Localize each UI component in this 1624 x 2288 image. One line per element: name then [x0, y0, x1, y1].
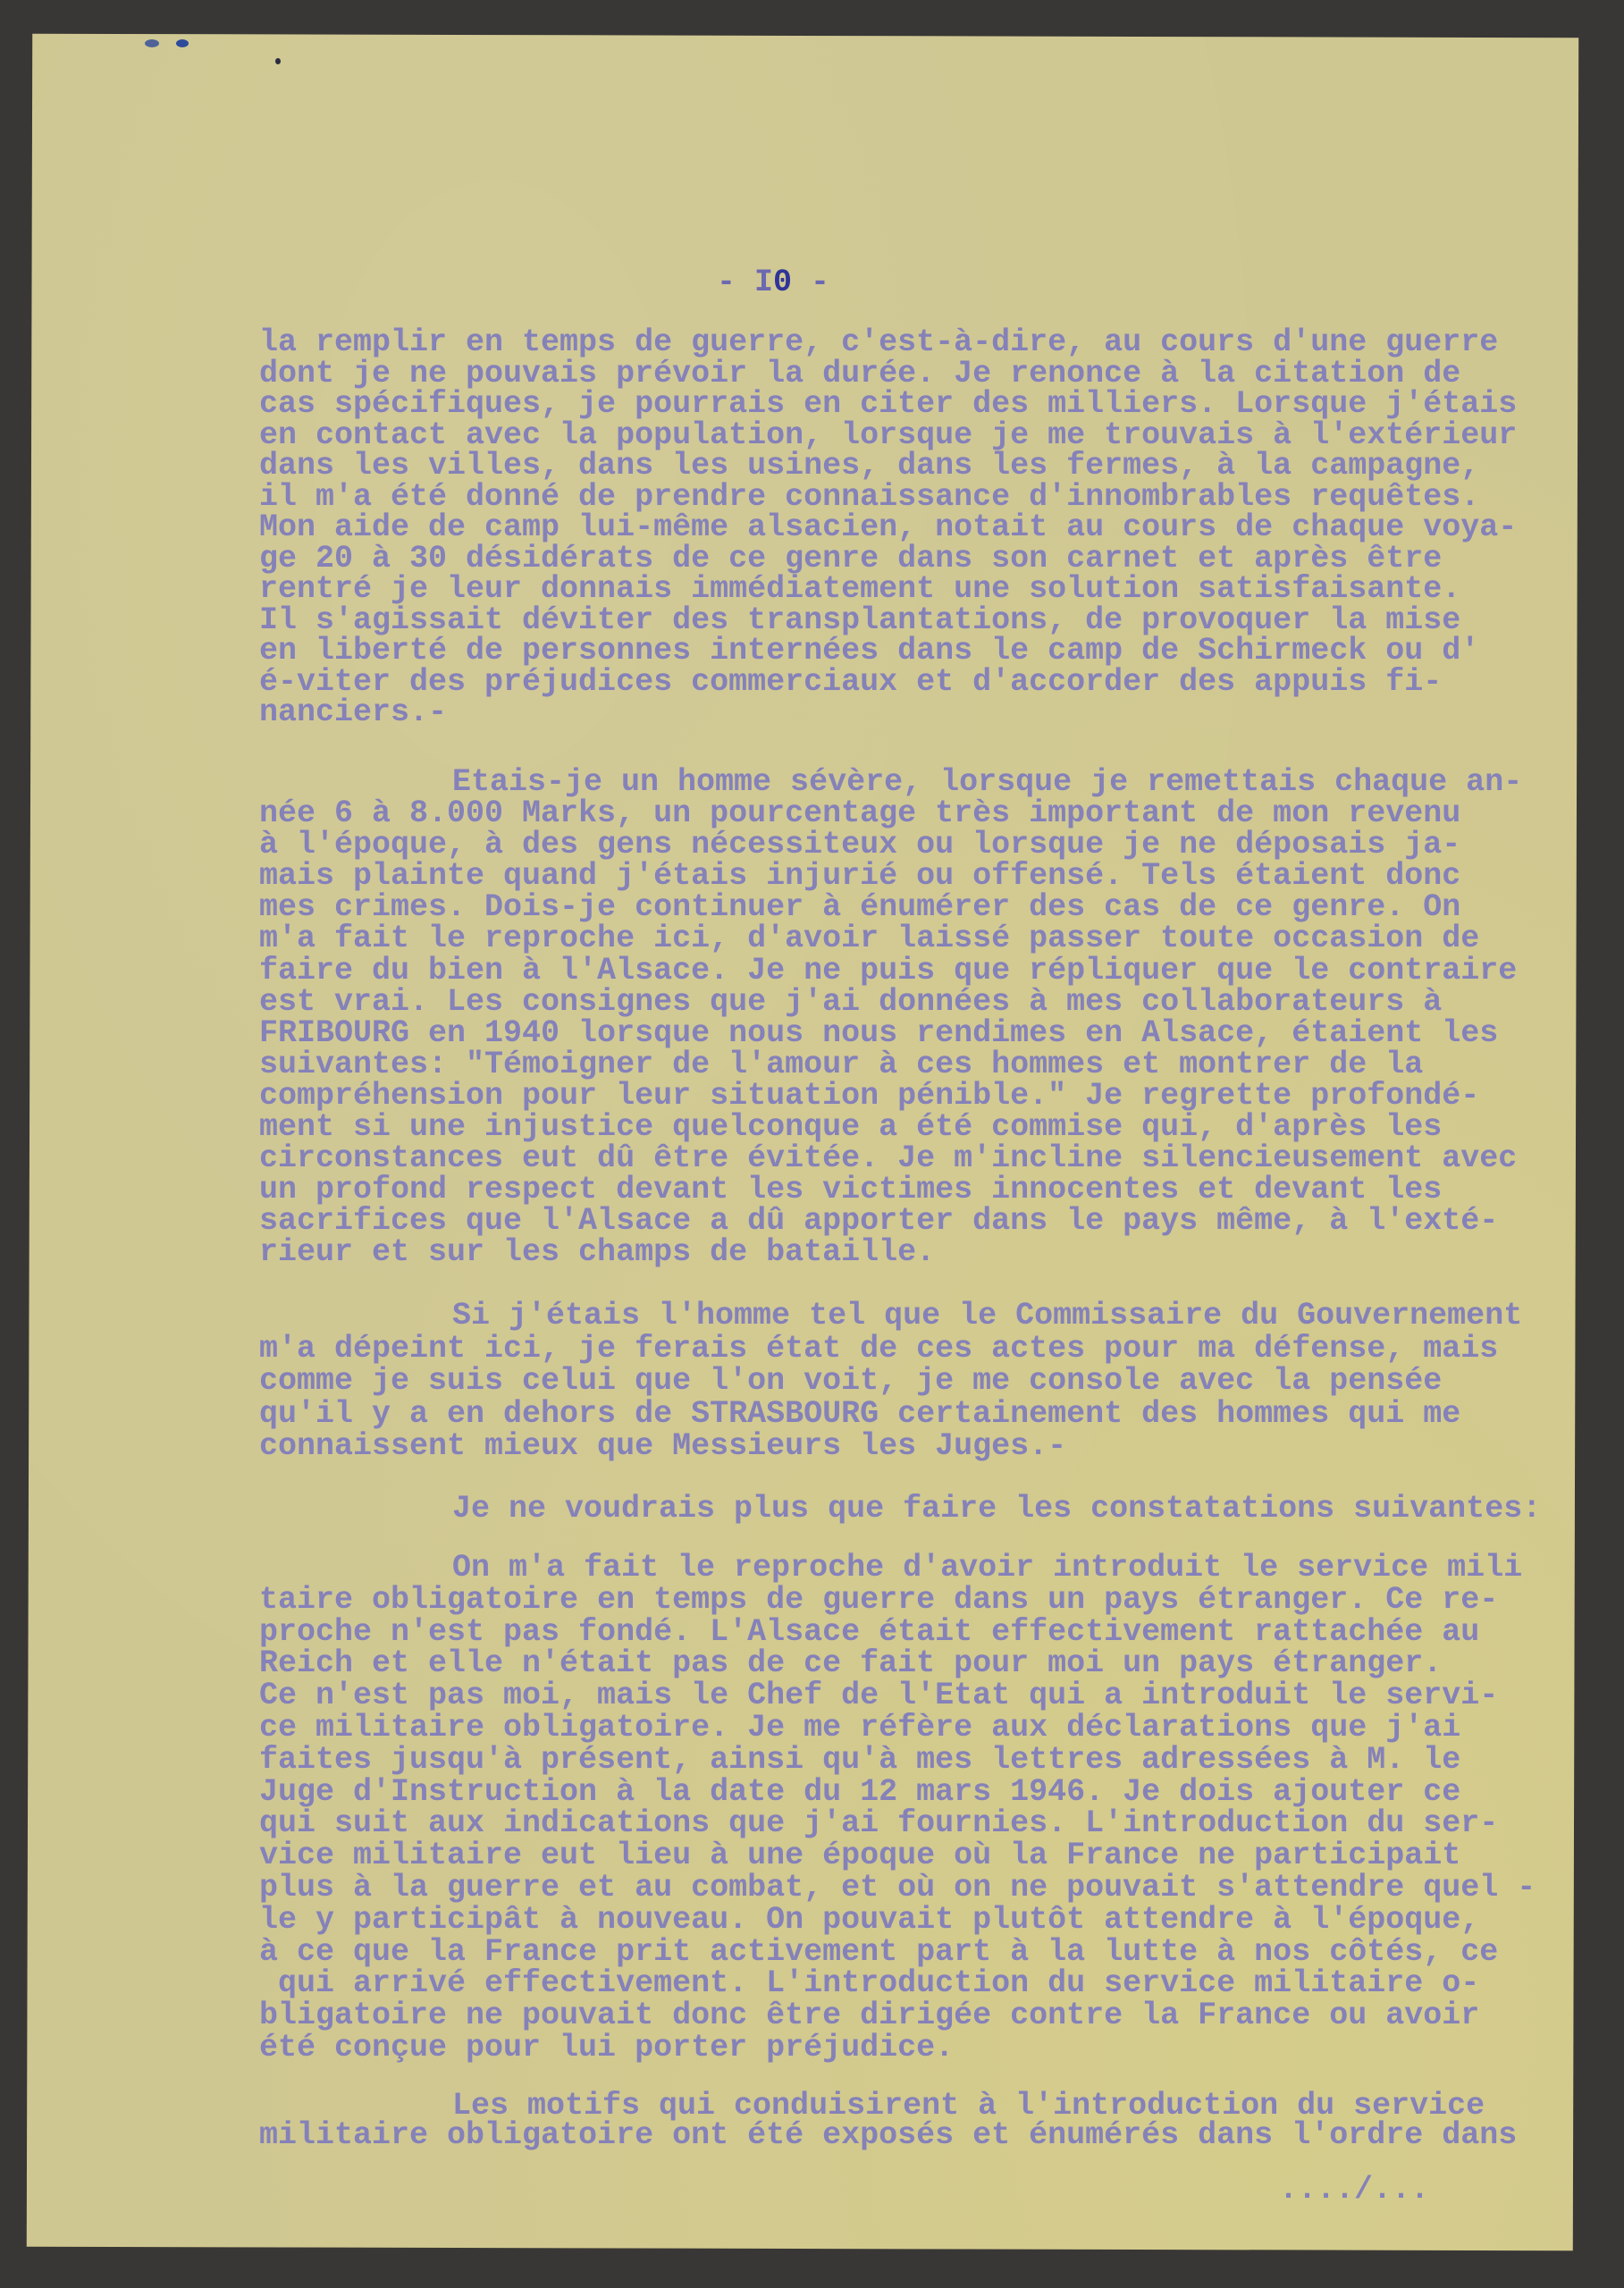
- text-line: il m'a été donné de prendre connaissance d'innombrables requêtes.: [259, 478, 1480, 515]
- text-line: suivantes: "Témoigner de l'amour à ces hommes et montrer de la: [259, 1046, 1424, 1082]
- text-line: circonstances eut dû être évitée. Je m'incline silencieusement avec: [259, 1140, 1518, 1177]
- text-line: été conçue pour lui porter préjudice.: [259, 2029, 955, 2065]
- page-number-prefix: - I: [717, 265, 774, 300]
- paragraph: [259, 764, 1523, 1271]
- paragraph: [259, 324, 1518, 730]
- text-line: née 6 à 8.000 Marks, un pourcentage très important de mon revenu: [259, 795, 1461, 832]
- text-line: en liberté de personnes internées dans le camp de Schirmeck ou d': [259, 633, 1480, 669]
- text-line: plus à la guerre et au combat, et où on ne pouvait s'attendre quel -: [259, 1869, 1536, 1905]
- text-line: Je ne voudrais plus que faire les constatations suivantes:: [452, 1491, 1542, 1527]
- text-line: ce militaire obligatoire. Je me réfère aux déclarations que j'ai: [259, 1709, 1461, 1745]
- text-line: militaire obligatoire ont été exposés et énumérés dans l'ordre dans: [259, 2117, 1518, 2153]
- paragraph: [259, 2088, 1518, 2153]
- text-line: le y participât à nouveau. On pouvait plutôt attendre à l'époque,: [259, 1901, 1480, 1938]
- page-number-suffix: -: [792, 265, 830, 300]
- text-line: cas spécifiques, je pourrais en citer des milliers. Lorsque j'étais: [259, 386, 1518, 422]
- text-line: qu'il y a en dehors de STRASBOURG certainement des hommes qui me: [259, 1395, 1461, 1432]
- text-line: sacrifices que l'Alsace a dû apporter dans le pays même, à l'exté-: [259, 1203, 1499, 1240]
- page-number: [717, 265, 829, 300]
- text-line: taire obligatoire en temps de guerre dans un pays étranger. Ce re-: [259, 1581, 1499, 1618]
- text-line: Ce n'est pas moi, mais le Chef de l'Etat qui a introduit le servi-: [259, 1678, 1499, 1714]
- text-line: dans les villes, dans les usines, dans les fermes, à la campagne,: [259, 448, 1480, 484]
- text-line: à ce que la France prit activement part à la lutte à nos côtés, ce: [259, 1933, 1499, 1970]
- text-line: dont je ne pouvais prévoir la durée. Je renonce à la citation de: [259, 355, 1461, 391]
- text-line: m'a dépeint ici, je ferais état de ces actes pour ma défense, mais: [259, 1330, 1499, 1367]
- text-line: Si j'étais l'homme tel que le Commissaire du Gouvernement: [452, 1298, 1523, 1333]
- text-line: faites jusqu'à présent, ainsi qu'à mes lettres adressées à M. le: [259, 1741, 1461, 1778]
- text-line: mes crimes. Dois-je continuer à énumérer des cas de ce genre. On: [259, 889, 1461, 926]
- text-line: é-viter des préjudices commerciaux et d'accorder des appuis fi-: [259, 663, 1443, 700]
- text-line: un profond respect devant les victimes innocentes et devant les: [259, 1172, 1443, 1208]
- text-line: Juge d'Instruction à la date du 12 mars 1946. Je dois ajouter ce: [259, 1773, 1461, 1810]
- text-line: est vrai. Les consignes que j'ai données à mes collaborateurs à: [259, 983, 1443, 1020]
- text-line: proche n'est pas fondé. L'Alsace était effectivement rattachée au: [259, 1613, 1480, 1650]
- paragraph: [259, 1552, 1536, 2065]
- text-line: qui suit aux indications que j'ai fournies. L'introduction du ser-: [259, 1805, 1499, 1842]
- text-line: Les motifs qui conduisirent à l'introduction du service: [452, 2088, 1485, 2124]
- text-line: qui arrivé effectivement. L'introduction du service militaire o-: [259, 1965, 1480, 2002]
- text-line: faire du bien à l'Alsace. Je ne puis que répliquer que le contraire: [259, 952, 1518, 988]
- ink-dot: [275, 58, 281, 64]
- page-number-digit: 0: [773, 265, 793, 300]
- text-line: On m'a fait le reproche d'avoir introduit le service mili: [452, 1550, 1523, 1586]
- text-line: connaissent mieux que Messieurs les Juges.-: [259, 1428, 1067, 1464]
- paragraph: [259, 1493, 1541, 1525]
- text-line: la remplir en temps de guerre, c'est-à-dire, au cours d'une guerre: [259, 324, 1499, 360]
- text-line: FRIBOURG en 1940 lorsque nous nous rendimes en Alsace, étaient les: [259, 1014, 1499, 1051]
- continuation-mark: ..../...: [1279, 2172, 1430, 2208]
- text-line: Mon aide de camp lui-même alsacien, notait au cours de chaque voya-: [259, 509, 1518, 545]
- ink-mark: [176, 39, 189, 47]
- text-line: rieur et sur les champs de bataille.: [259, 1234, 936, 1271]
- text-line: Etais-je un homme sévère, lorsque je remettais chaque an-: [452, 764, 1523, 800]
- ink-mark: [145, 39, 159, 47]
- text-line: ment si une injustice quelconque a été commise qui, d'après les: [259, 1109, 1443, 1146]
- text-line: comme je suis celui que l'on voit, je me console avec la pensée: [259, 1363, 1443, 1399]
- text-line: bligatoire ne pouvait donc être dirigée contre la France ou avoir: [259, 1998, 1480, 2034]
- text-line: nanciers.-: [259, 694, 448, 730]
- text-line: compréhension pour leur situation pénible." Je regrette profondé-: [259, 1077, 1480, 1114]
- text-line: Il s'agissait déviter des transplantations, de provoquer la mise: [259, 601, 1461, 638]
- text-line: m'a fait le reproche ici, d'avoir laissé passer toute occasion de: [259, 921, 1480, 957]
- paragraph: [259, 1300, 1522, 1463]
- text-line: Reich et elle n'était pas de ce fait pour moi un pays étranger.: [259, 1645, 1443, 1682]
- text-line: en contact avec la population, lorsque je me trouvais à l'extérieur: [259, 416, 1518, 453]
- text-line: ge 20 à 30 désidérats de ce genre dans son carnet et après être: [259, 540, 1443, 576]
- text-line: à l'époque, à des gens nécessiteux ou lorsque je ne déposais ja-: [259, 827, 1461, 863]
- text-line: vice militaire eut lieu à une époque où la France ne participait: [259, 1838, 1461, 1874]
- text-line: rentré je leur donnais immédiatement une solution satisfaisante.: [259, 571, 1461, 607]
- text-line: mais plainte quand j'étais injurié ou offensé. Tels étaient donc: [259, 858, 1461, 895]
